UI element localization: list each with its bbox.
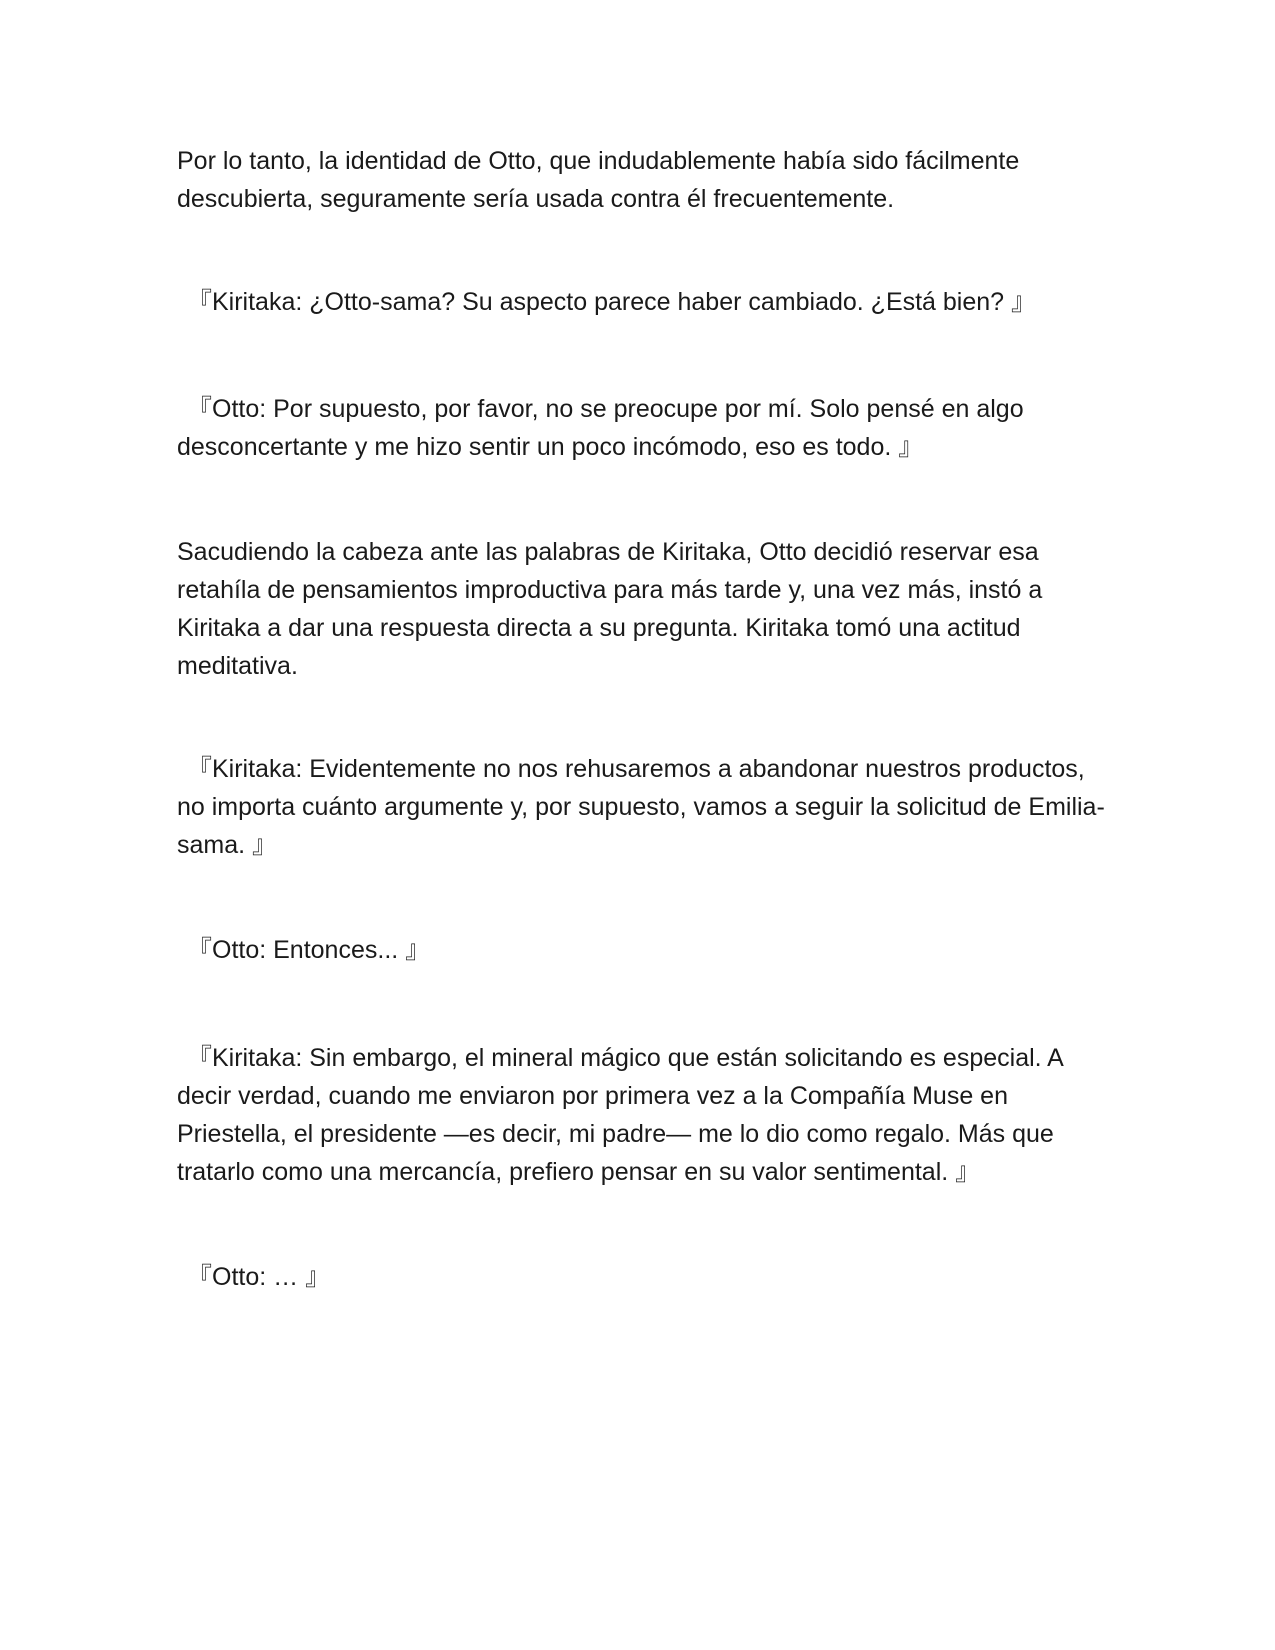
narration-paragraph: Por lo tanto, la identidad de Otto, que indudablemente había sido fácilmente descubierta, seguramente sería usada contra él frecuentemente. <box>177 147 1027 213</box>
dialogue-kiritaka: 『Kiritaka: Evidentemente no nos rehusaremos a abandonar nuestros productos, no importa cuánto argumente y, por supuesto, vamos a seguir la solicitud de Emilia-sama. 』 <box>177 755 1105 859</box>
dialogue-otto: 『Otto: Por supuesto, por favor, no se preocupe por mí. Solo pensé en algo desconcertante y me hizo sentir un poco incómodo, eso es todo. 』 <box>177 395 1031 461</box>
dialogue-kiritaka: 『Kiritaka: ¿Otto-sama? Su aspecto parece haber cambiado. ¿Está bien? 』 <box>187 288 1037 316</box>
dialogue-otto: 『Otto: Entonces... 』 <box>187 936 431 964</box>
dialogue-kiritaka: 『Kiritaka: Sin embargo, el mineral mágico que están solicitando es especial. A decir verdad, cuando me enviaron por primera vez a la Compañía Muse en Priestella, el presidente —es decir, mi padre— me lo dio como regalo. Más que tratarlo como una mercancía, prefiero pensar en su valor sentimental. 』 <box>177 1044 1070 1186</box>
dialogue-otto: 『Otto: … 』 <box>187 1263 331 1291</box>
narration-paragraph: Sacudiendo la cabeza ante las palabras de Kiritaka, Otto decidió reservar esa retahíla de pensamientos improductiva para más tarde y, una vez más, instó a Kiritaka a dar una respuesta directa a su pregunta. Kiritaka tomó una actitud meditativa. <box>177 538 1050 680</box>
